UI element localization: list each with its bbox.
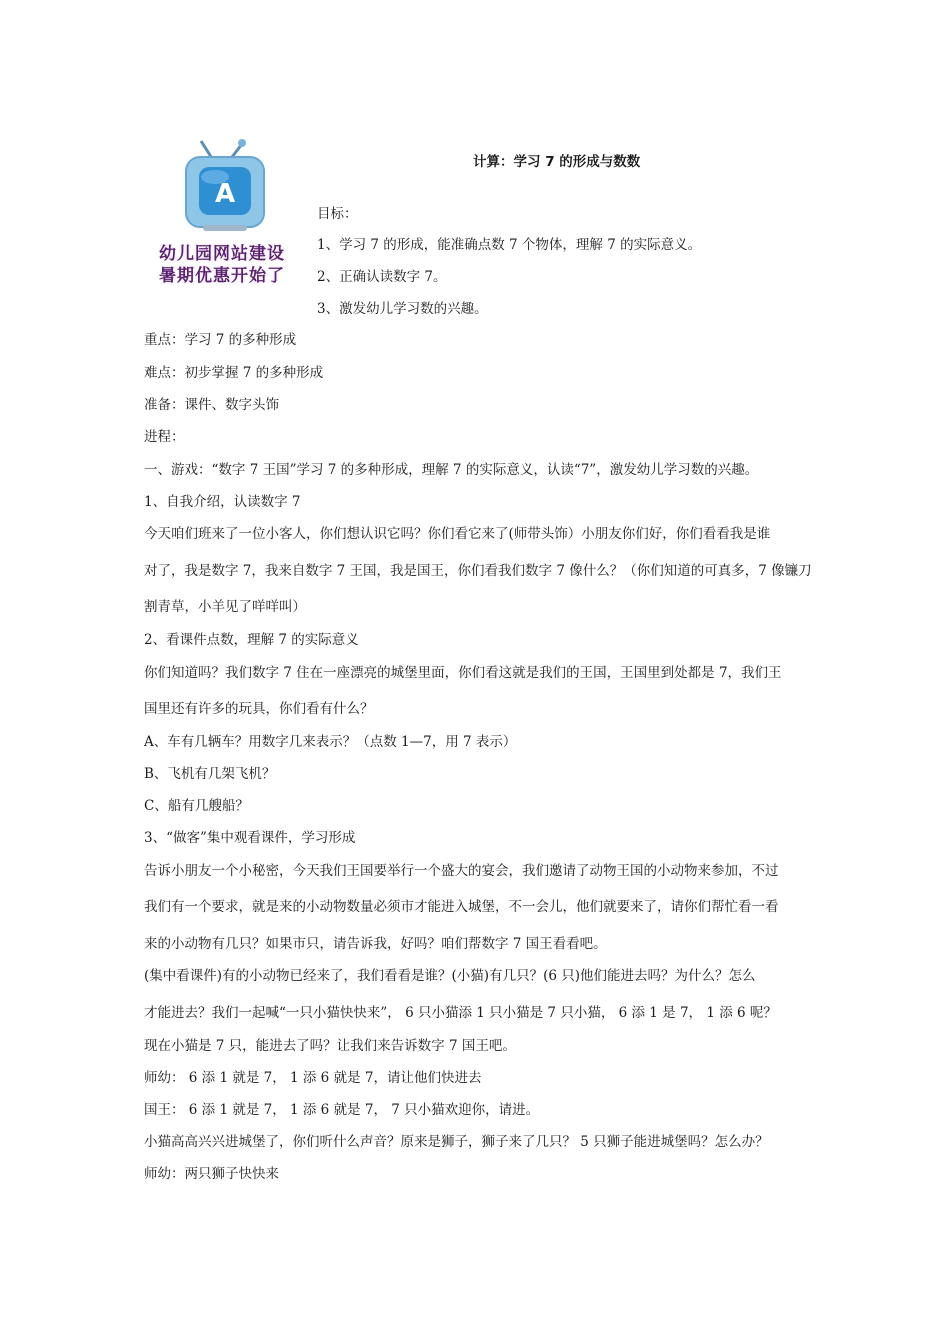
section-heading: 一、游戏：“数字 7 王国”学习 7 的多种形成，理解 7 的实际意义，认读“7”，激发幼儿学习数的兴趣。 (144, 462, 759, 478)
logo-banner (143, 135, 301, 287)
dialogue-line: 师幼： 6 添 1 就是 7， 1 添 6 就是 7，请让他们快进去 (144, 1070, 482, 1086)
document-title: 计算：学习 7 的形成与数数 (473, 154, 641, 170)
paragraph-line: 小猫高高兴兴进城堡了，你们听什么声音？原来是狮子，狮子来了几只？ 5 只狮子能进城堡吗？怎么办？ (144, 1134, 769, 1150)
logo-letter: A (214, 179, 236, 209)
paragraph-line: (集中看课件)有的小动物已经来了，我们看看是谁？(小猫)有几只？(6 只)他们能进去吗？为什么？怎么 (144, 968, 756, 984)
goal-item: 1、学习 7 的形成，能准确点数 7 个物体，理解 7 的实际意义。 (317, 237, 702, 253)
key-point: 重点：学习 7 的多种形成 (144, 332, 297, 348)
preparation: 准备：课件、数字头饰 (144, 397, 279, 413)
logo-caption-line1: 幼儿园网站建设 (159, 244, 285, 264)
paragraph-line: 割青草，小羊见了咩咩叫） (144, 599, 306, 615)
paragraph-line: 我们有一个要求，就是来的小动物数量必须市才能进入城堡，不一会儿，他们就要来了，请你们帮忙看一看 (144, 899, 779, 915)
process-heading: 进程： (144, 429, 185, 445)
dialogue-line: 师幼：两只狮子快快来 (144, 1166, 279, 1182)
paragraph-line: 才能进去？我们一起喊“一只小猫快快来”， 6 只小猫添 1 只小猫是 7 只小猫， 6 添 1 是 7， 1 添 6 呢？ (144, 1005, 777, 1021)
paragraph-line: 国里还有许多的玩具，你们看有什么？ (144, 701, 374, 717)
paragraph-line: 你们知道吗？我们数字 7 住在一座漂亮的城堡里面，你们看这就是我们的王国，王国里到处都是 7，我们王 (144, 665, 782, 681)
list-item: C、船有几艘船？ (144, 798, 249, 814)
difficulty: 难点：初步掌握 7 的多种形成 (144, 365, 324, 381)
step-heading: 1、自我介绍，认读数字 7 (144, 494, 301, 510)
paragraph-line: 告诉小朋友一个小秘密，今天我们王国要举行一个盛大的宴会，我们邀请了动物王国的小动物来参加，不过 (144, 863, 779, 879)
list-item: A、车有几辆车？用数字几来表示？（点数 1—7，用 7 表示） (144, 734, 517, 750)
paragraph-line: 现在小猫是 7 只，能进去了吗？让我们来告诉数字 7 国王吧。 (144, 1038, 516, 1054)
list-item: B、飞机有几架飞机？ (144, 766, 276, 782)
goal-item: 3、激发幼儿学习数的兴趣。 (317, 301, 488, 317)
paragraph-line: 对了，我是数字 7，我来自数字 7 王国，我是国王，你们看我们数字 7 像什么？（你们知道的可真多，7 像镰刀 (144, 563, 812, 579)
goal-item: 2、正确认读数字 7。 (317, 269, 447, 285)
letter-a-icon (143, 135, 301, 235)
logo-caption-line2: 暑期优惠开始了 (159, 266, 285, 286)
paragraph-line: 今天咱们班来了一位小客人，你们想认识它吗？你们看它来了(师带头饰）小朋友你们好，你们看看我是谁 (144, 526, 771, 542)
step-heading: 3、“做客”集中观看课件，学习形成 (144, 830, 356, 846)
step-heading: 2、看课件点数，理解 7 的实际意义 (144, 632, 359, 648)
goals-heading: 目标： (317, 206, 358, 222)
paragraph-line: 来的小动物有几只？如果市只，请告诉我，好吗？咱们帮数字 7 国王看看吧。 (144, 936, 607, 952)
dialogue-line: 国王： 6 添 1 就是 7， 1 添 6 就是 7， 7 只小猫欢迎你，请进。 (144, 1102, 540, 1118)
